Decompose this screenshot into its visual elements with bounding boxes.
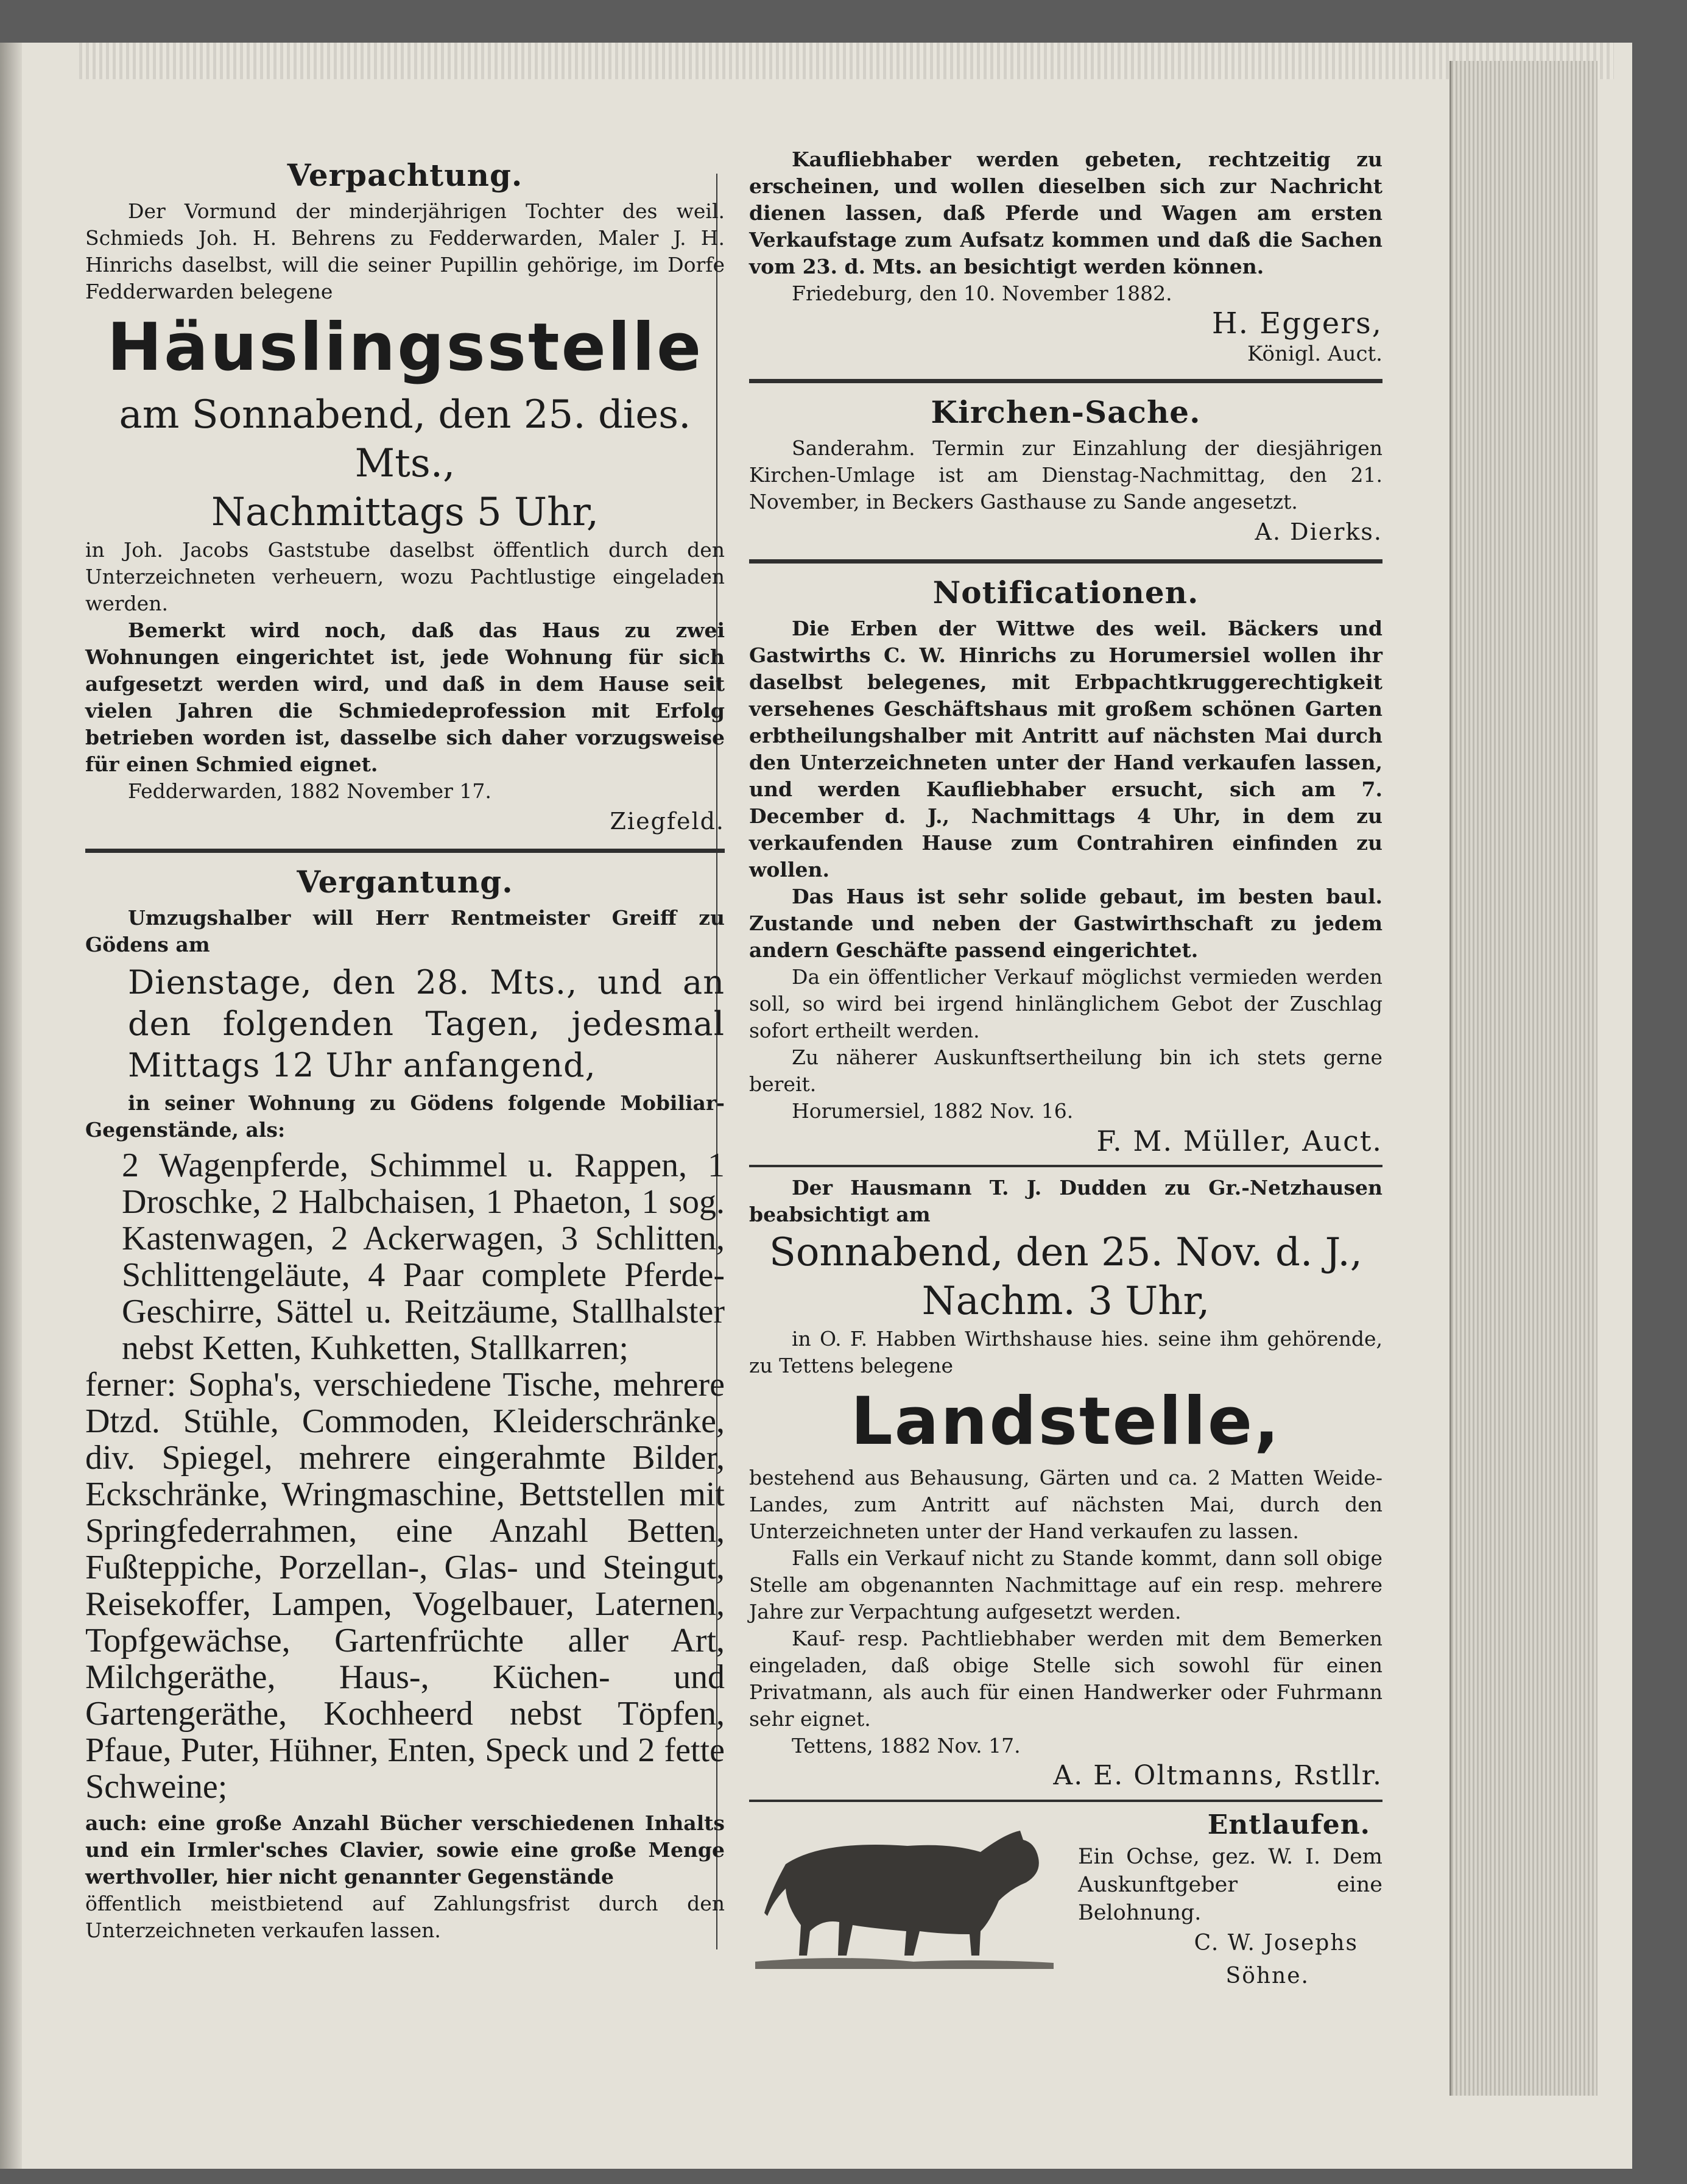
ad-text: in Joh. Jacobs Gaststube daselbst öffentlich durch den Unterzeichneten verheuern, wozu Pachtlustige eingeladen werden.: [85, 538, 725, 615]
ad-verpachtung: [85, 157, 725, 838]
ad-time: Nachmittags 5 Uhr,: [211, 490, 599, 535]
ad-kirchen-sache: [749, 394, 1382, 548]
book-page-edges: [1449, 61, 1597, 2096]
ad-notificationen: [749, 574, 1382, 1157]
ad-heading: Notificationen.: [932, 574, 1199, 610]
ad-place-date: Friedeburg, den 10. November 1882.: [792, 281, 1172, 305]
ad-place-date: Horumersiel, 1882 Nov. 16.: [792, 1099, 1074, 1123]
item-list: 2 Wagenpferde, Schimmel u. Rappen, 1 Droschke, 2 Halbchaisen, 1 Phaeton, 1 sog. Kastenwagen, 2 Ackerwagen, 3 Schlitten, Schlittengeläute, 4 Paar complete Pferde-Geschirre, Sättel u. Reitzäume, Stallhalster nebst Ketten, Kuhketten, Stallkarren;: [122, 1147, 725, 1367]
ad-signature: Söhne.: [1225, 1963, 1309, 1988]
ad-text: Falls ein Verkauf nicht zu Stande kommt, dann soll obige Stelle am obgenannten Nachmittage auf ein resp. mehrere Jahre zur Verpachtung aufgesetzt werden.: [749, 1546, 1382, 1624]
ad-signature: H. Eggers,: [1211, 306, 1382, 341]
ad-text: Zu näherer Auskunftsertheilung bin ich stets gerne bereit.: [749, 1045, 1382, 1096]
ad-text: in O. F. Habben Wirthshause hies. seine ihm gehörende, zu Tettens belegene: [749, 1327, 1382, 1377]
ad-text: Da ein öffentlicher Verkauf möglichst vermieden werden soll, so wird bei irgend hinlänglichem Gebot der Zuschlag sofort ertheilt werden.: [749, 965, 1382, 1042]
section-rule: [749, 1800, 1382, 1802]
ad-title: Häuslingsstelle: [107, 309, 703, 386]
ad-signature: A. E. Oltmanns, Rstllr.: [1053, 1760, 1382, 1791]
ad-text: Der Hausmann T. J. Dudden zu Gr.-Netzhausen beabsichtigt am: [749, 1176, 1382, 1226]
ad-heading: Kirchen-Sache.: [931, 394, 1201, 430]
ad-friedeburg: [749, 146, 1382, 368]
ad-title: Landstelle,: [850, 1384, 1281, 1460]
ad-text: Sanderahm. Termin zur Einzahlung der diesjährigen Kirchen-Umlage ist am Dienstag-Nachmittag, den 21. November, in Beckers Gasthause zu Sande angesetzt.: [749, 436, 1382, 514]
ad-text: in seiner Wohnung zu Gödens folgende Mobiliar-Gegenstände, als:: [85, 1091, 725, 1142]
ad-entlaufen: [749, 1809, 1382, 1988]
section-rule: [749, 1165, 1382, 1167]
ad-heading: Verpachtung.: [287, 157, 523, 193]
ad-heading: Entlaufen.: [1207, 1809, 1370, 1840]
right-column: [749, 146, 1382, 1988]
ox-illustration: [749, 1809, 1066, 1974]
ad-signature-title: Königl. Auct.: [1247, 342, 1382, 366]
ad-signature: F. M. Müller, Auct.: [1096, 1125, 1382, 1157]
ad-text: Ein Ochse, gez. W. I. Dem Auskunftgeber eine Belohnung.: [1078, 1845, 1382, 1925]
section-rule: [749, 379, 1382, 383]
ad-text: Bemerkt wird noch, daß das Haus zu zwei Wohnungen eingerichtet ist, jede Wohnung für sich aufgesetzt werden wird, und daß in dem Hause seit vielen Jahren die Schmiedeprofession mit Erfolg betrieben worden ist, dasselbe sich daher vorzugsweise für einen Schmied eignet.: [85, 618, 725, 776]
ad-place-date: Fedderwarden, 1882 November 17.: [128, 779, 491, 803]
ad-heading: Vergantung.: [297, 864, 513, 900]
section-rule: [85, 849, 725, 853]
ox-body: [764, 1831, 1039, 1956]
ad-signature: C. W. Josephs: [1194, 1931, 1358, 1956]
ad-landstelle: [749, 1175, 1382, 1792]
left-column: [85, 146, 725, 1944]
ad-time: Nachm. 3 Uhr,: [921, 1279, 1210, 1324]
ad-signature: A. Dierks.: [1255, 518, 1382, 545]
ad-text: auch: eine große Anzahl Bücher verschiedenen Inhalts und ein Irmler'sches Clavier, sowie eine große Menge werthvoller, hier nicht genannter Gegenstände: [85, 1811, 725, 1889]
ad-text: Die Erben der Wittwe des weil. Bäckers und Gastwirths C. W. Hinrichs zu Horumersiel wollen ihr daselbst belegenes, mit Erbpachtkruggerechtigkeit versehenes Geschäftshaus mit großem schönen Garten erbtheilungshalber mit Antritt auf nächsten Mai durch den Unterzeichneten unter der Hand verkaufen lassen, und werden Kaufliebhaber ersucht, sich am 7. December d. J., Nachmittags 4 Uhr, in dem zu verkaufenden Hause zum Contrahiren einfinden zu wollen.: [749, 617, 1382, 882]
ad-signature: Ziegfeld.: [610, 808, 725, 835]
ad-text: Der Vormund der minderjährigen Tochter des weil. Schmieds Joh. H. Behrens zu Fedderwarden, Maler J. H. Hinrichs daselbst, will die seiner Pupillin gehörige, im Dorfe Fedderwarden belegene: [85, 199, 725, 303]
page-top-edge: [79, 43, 1614, 79]
ad-text: bestehend aus Behausung, Gärten und ca. 2 Matten Weide-Landes, zum Antritt auf nächsten Mai, durch den Unterzeichneten unter der Hand verkaufen zu lassen.: [749, 1466, 1382, 1543]
ox-ground: [755, 1958, 1054, 1969]
ad-text: Das Haus ist sehr solide gebaut, im besten baul. Zustande und neben der Gastwirthschaft zu jedem andern Geschäfte passend eingerichtet.: [749, 885, 1382, 962]
item-list: ferner: Sopha's, verschiedene Tische, mehrere Dtzd. Stühle, Commoden, Kleiderschränke, div. Spiegel, mehrere eingerahmte Bilder, Eckschränke, Wringmaschine, Bettstellen mit Springfederrahmen, eine Anzahl Betten, Fußteppiche, Porzellan-, Glas- und Steingut, Reisekoffer, Lampen, Vogelbauer, Laternen, Topfgewächse, Gartenfrüchte aller Art, Milchgeräthe, Haus-, Küchen- und Gartengeräthe, Kochheerd nebst Töpfen, Pfaue, Puter, Hühner, Enten, Speck und 2 fette Schweine;: [85, 1366, 725, 1806]
ad-text: öffentlich meistbietend auf Zahlungsfrist durch den Unterzeichneten verkaufen lassen.: [85, 1892, 725, 1942]
ad-date: Sonnabend, den 25. Nov. d. J.,: [769, 1230, 1363, 1275]
section-rule: [749, 559, 1382, 564]
ad-vergantung: [85, 864, 725, 1944]
ad-text: Umzugshalber will Herr Rentmeister Greiff zu Gödens am: [85, 906, 725, 956]
ad-entlaufen-text: [1078, 1809, 1382, 1993]
ad-date: am Sonnabend, den 25. dies. Mts.,: [119, 392, 691, 486]
ad-text: Kauf- resp. Pachtliebhaber werden mit dem Bemerken eingeladen, daß obige Stelle sich sowohl für einen Privatmann, als auch für einen Handwerker oder Fuhrmann sehr eignet.: [749, 1627, 1382, 1731]
ad-place-date: Tettens, 1882 Nov. 17.: [792, 1734, 1021, 1758]
ad-date: Dienstage, den 28. Mts., und an den folgenden Tagen, jedesmal Mittags 12 Uhr anfangend,: [128, 963, 725, 1084]
ad-text: Kaufliebhaber werden gebeten, rechtzeitig zu erscheinen, und wollen dieselben sich zur Nachricht dienen lassen, daß Pferde und Wagen am ersten Verkaufstage zum Aufsatz kommen und daß die Sachen vom 23. d. Mts. an besichtigt werden können.: [749, 147, 1382, 278]
